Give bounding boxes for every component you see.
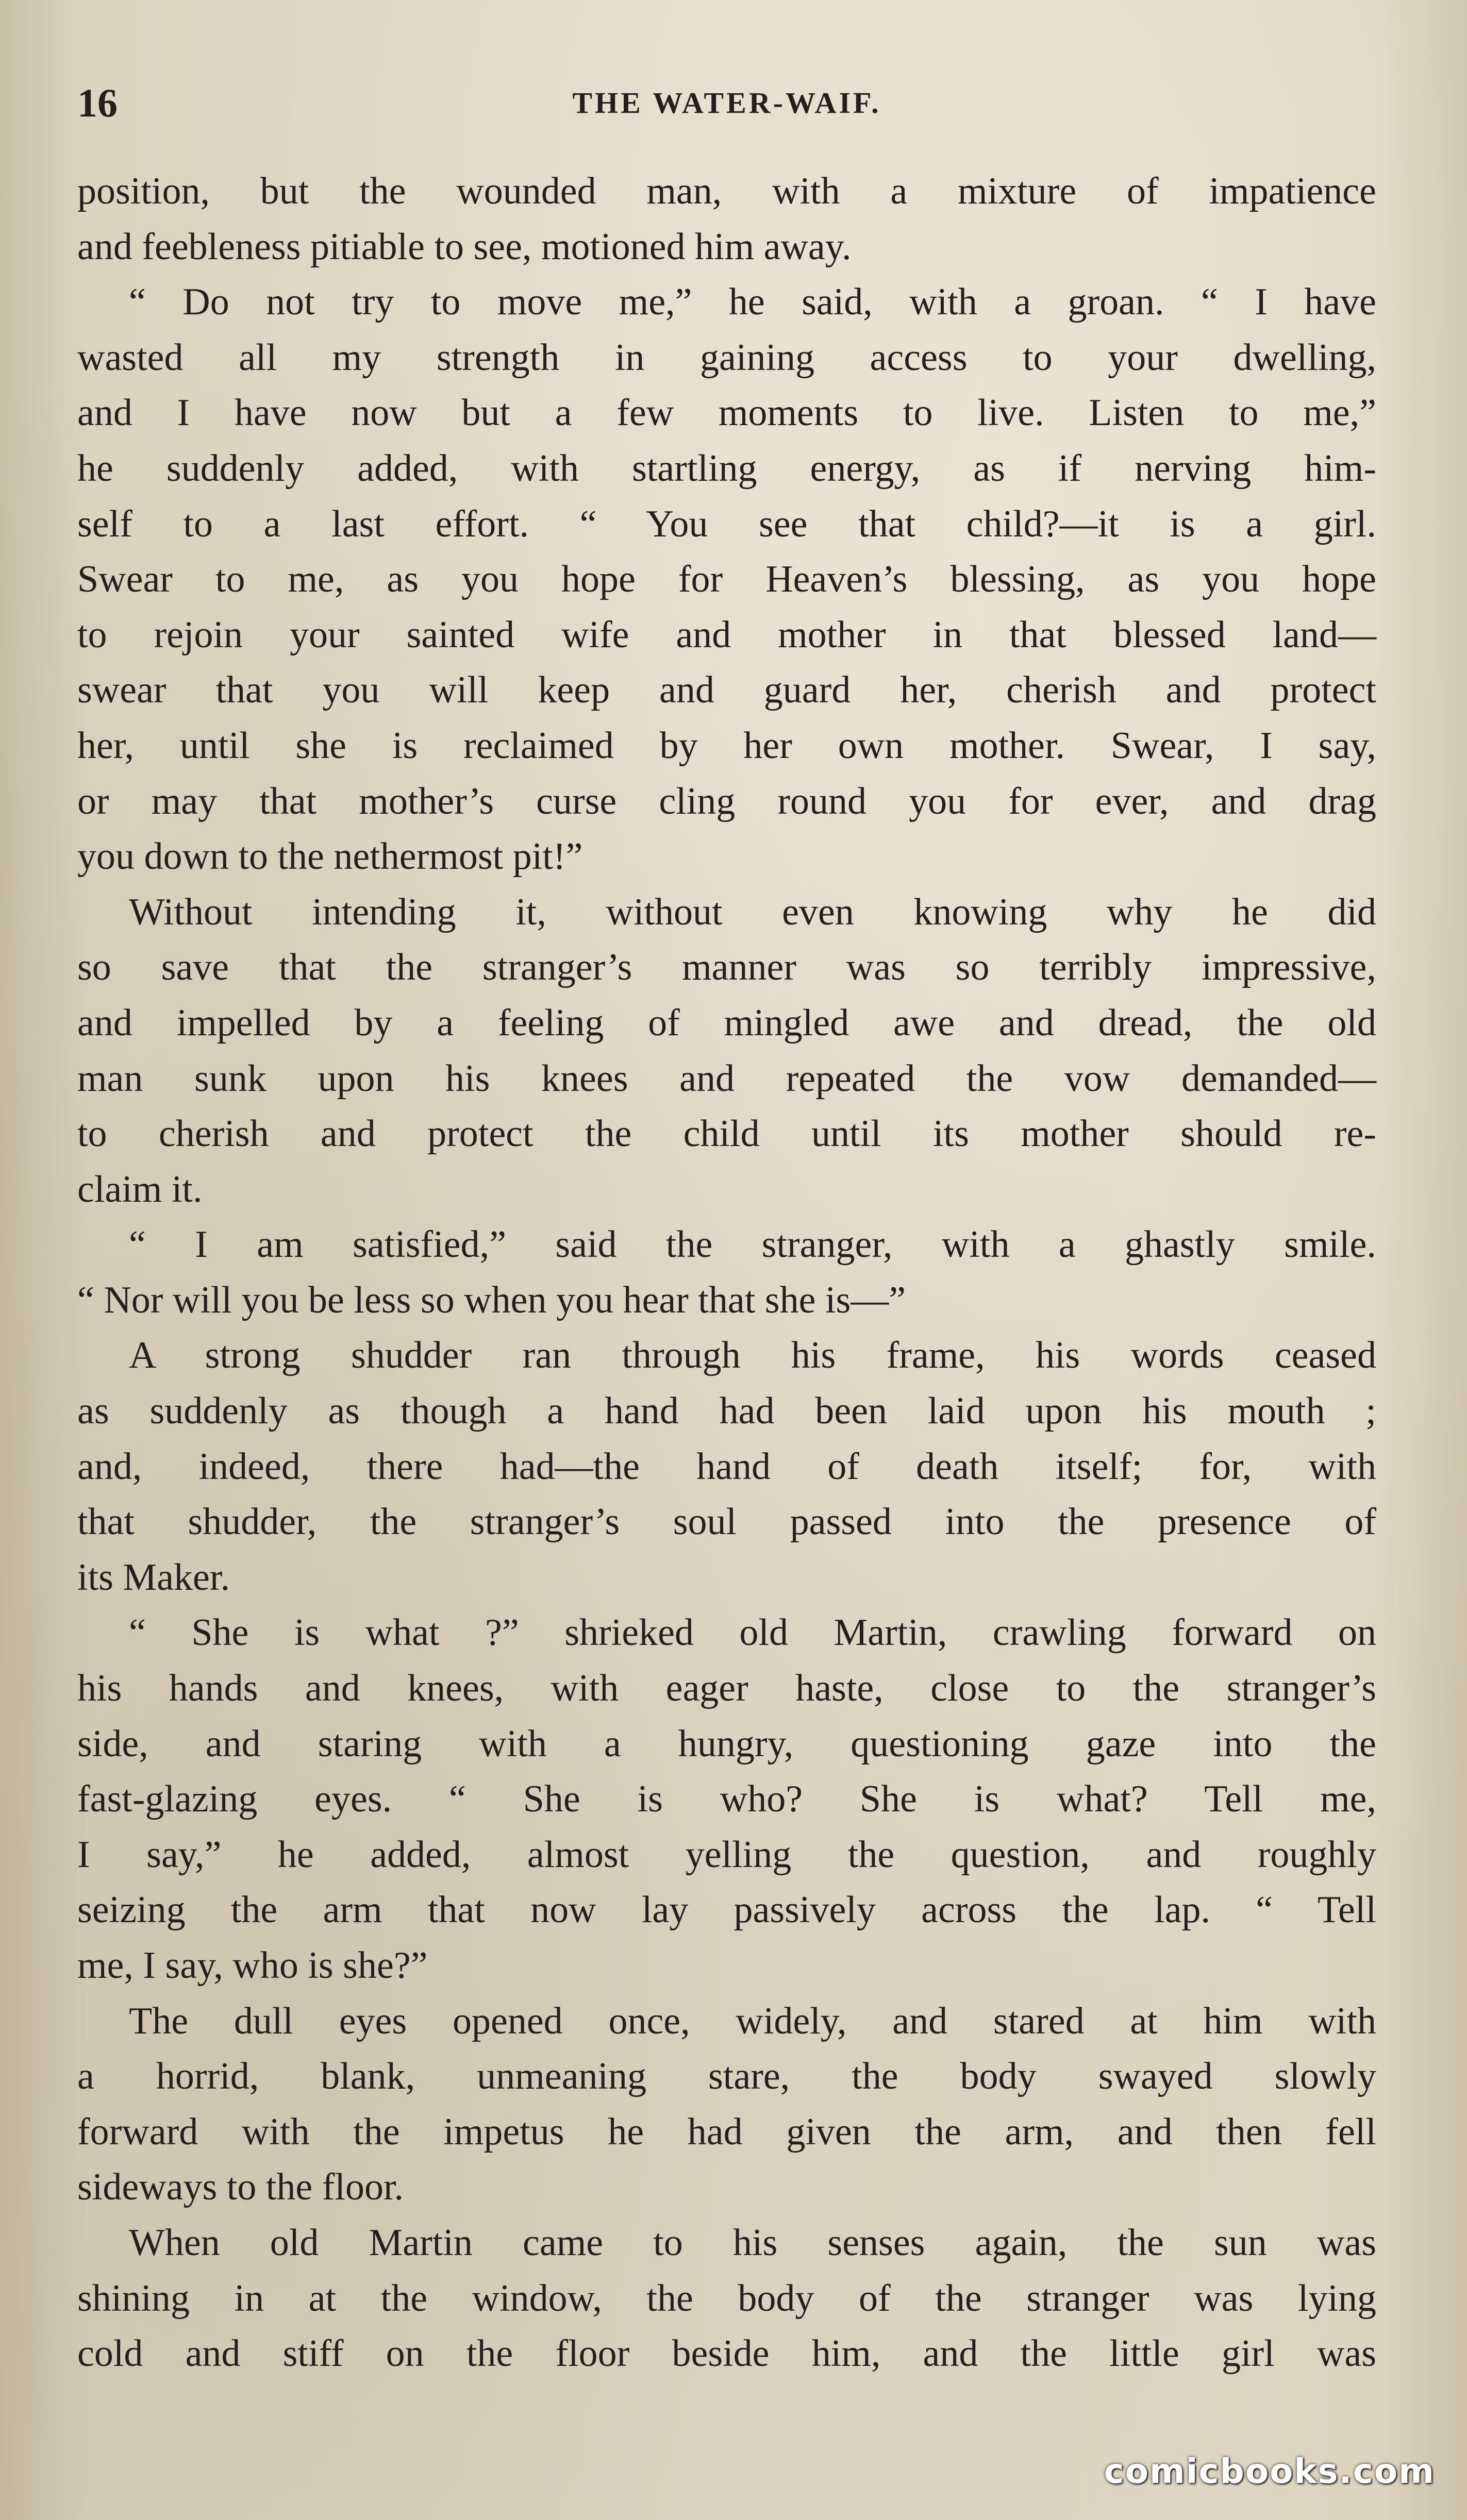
- text-line: he suddenly added, with startling energy, as if nerving him-: [77, 447, 1376, 490]
- site-watermark: comicbooks.com: [1104, 2451, 1435, 2491]
- text-line: me, I say, who is she?”: [77, 1944, 428, 1987]
- text-line: position, but the wounded man, with a mixture of impatience: [77, 170, 1376, 212]
- text-line: “ Nor will you be less so when you hear that she is—”: [77, 1279, 906, 1321]
- text-line: cold and stiff on the floor beside him, and the little girl was: [77, 2332, 1376, 2375]
- text-line: to rejoin your sainted wife and mother in that blessed land—: [77, 613, 1376, 656]
- running-head: THE WATER-WAIF.: [572, 86, 881, 120]
- text-line: “ Do not try to move me,” he said, with a groan. “ I have: [129, 281, 1376, 324]
- text-line: forward with the impetus he had given the arm, and then fell: [77, 2110, 1376, 2153]
- text-line: self to a last effort. “ You see that child?—it is a girl.: [77, 502, 1376, 545]
- text-line: swear that you will keep and guard her, cherish and protect: [77, 669, 1376, 712]
- text-line: claim it.: [77, 1168, 203, 1211]
- text-line: its Maker.: [77, 1556, 230, 1599]
- page-header: [77, 77, 1376, 129]
- text-line: Swear to me, as you hope for Heaven’s blessing, as you hope: [77, 558, 1376, 601]
- body-text: [77, 164, 1376, 2382]
- text-line: “ I am satisfied,” said the stranger, with a ghastly smile.: [129, 1223, 1376, 1266]
- text-line: Without intending it, without even knowing why he did: [129, 891, 1376, 933]
- text-line: I say,” he added, almost yelling the question, and roughly: [77, 1833, 1376, 1876]
- text-line: to cherish and protect the child until its mother should re-: [77, 1113, 1376, 1155]
- text-line: shining in at the window, the body of the stranger was lying: [77, 2277, 1376, 2320]
- text-line: and impelled by a feeling of mingled awe and dread, the old: [77, 1001, 1376, 1044]
- text-line: and, indeed, there had—the hand of death itself; for, with: [77, 1445, 1376, 1488]
- text-line: When old Martin came to his senses again, the sun was: [129, 2221, 1376, 2264]
- page-number: 16: [77, 80, 118, 125]
- text-line: A strong shudder ran through his frame, his words ceased: [129, 1334, 1376, 1377]
- text-line: man sunk upon his knees and repeated the vow demanded—: [77, 1057, 1376, 1100]
- text-line: side, and staring with a hungry, questioning gaze into the: [77, 1722, 1376, 1765]
- text-line: sideways to the floor.: [77, 2166, 404, 2209]
- text-line: a horrid, blank, unmeaning stare, the body swayed slowly: [77, 2055, 1376, 2098]
- text-line: wasted all my strength in gaining access to your dwelling,: [77, 336, 1376, 379]
- text-line: fast-glazing eyes. “ She is who? She is what? Tell me,: [77, 1778, 1376, 1821]
- text-line: as suddenly as though a hand had been laid upon his mouth ;: [77, 1390, 1376, 1433]
- text-line: you down to the nethermost pit!”: [77, 835, 583, 878]
- text-line: The dull eyes opened once, widely, and stared at him with: [129, 2000, 1376, 2042]
- text-line: “ She is what ?” shrieked old Martin, crawling forward on: [129, 1611, 1376, 1654]
- text-line: his hands and knees, with eager haste, close to the stranger’s: [77, 1667, 1376, 1710]
- text-line: so save that the stranger’s manner was so terribly impressive,: [77, 946, 1376, 989]
- text-line: and I have now but a few moments to live. Listen to me,”: [77, 392, 1376, 434]
- text-line: and feebleness pitiable to see, motioned him away.: [77, 225, 852, 268]
- text-line: that shudder, the stranger’s soul passed into the presence of: [77, 1501, 1376, 1543]
- text-line: her, until she is reclaimed by her own mother. Swear, I say,: [77, 724, 1376, 767]
- text-line: seizing the arm that now lay passively across the lap. “ Tell: [77, 1889, 1376, 1931]
- text-line: or may that mother’s curse cling round you for ever, and drag: [77, 780, 1376, 822]
